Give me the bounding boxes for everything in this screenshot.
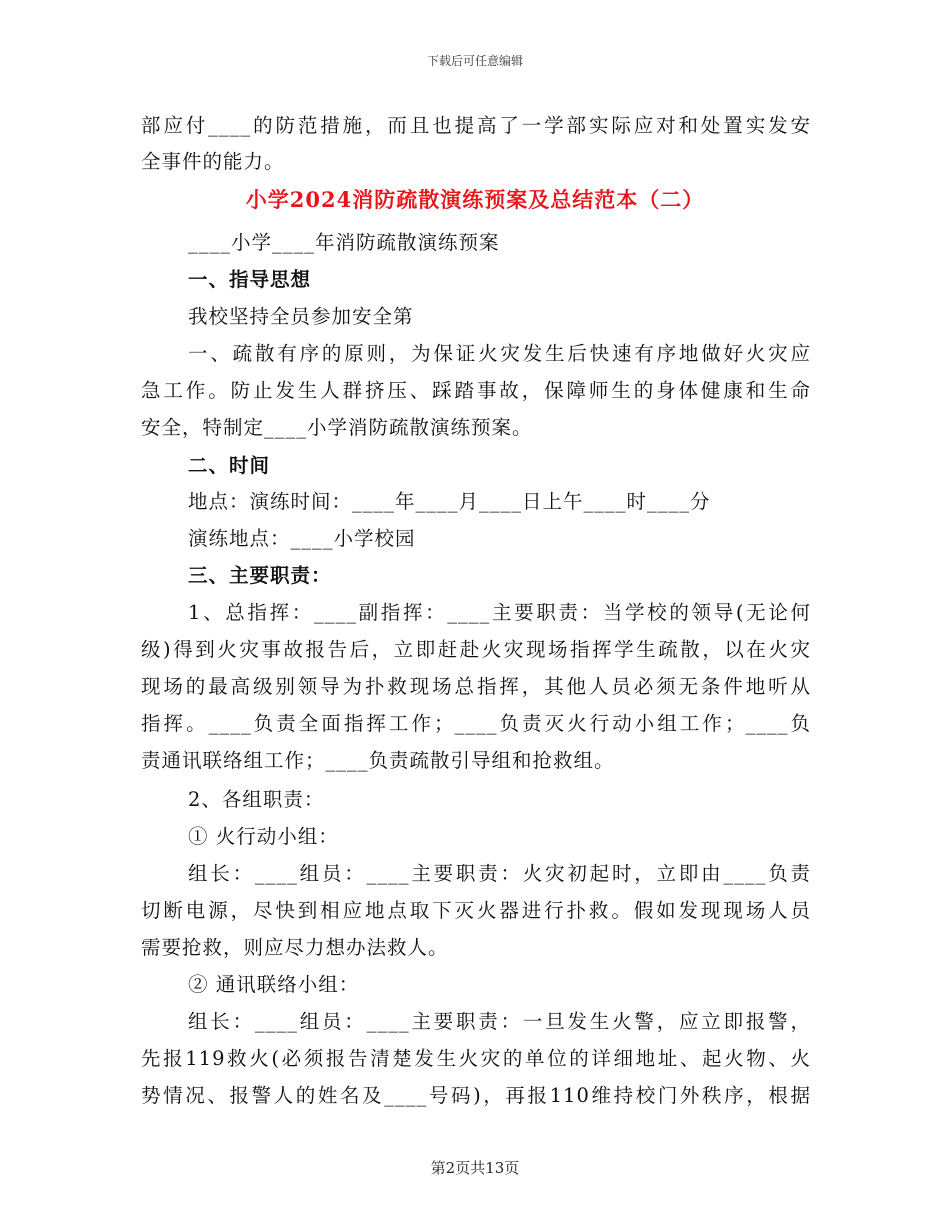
paragraph-line: 先报119救火(必须报告清楚发生火灾的单位的详细地址、起火物、火: [141, 1047, 811, 1070]
paragraph-line: ① 火行动小组：: [188, 825, 339, 848]
paragraph-line: 组长：____组员：____主要职责：火灾初起时，立即由____负责: [188, 862, 811, 885]
paragraph-line: 需要抢救，则应尽力想办法救人。: [141, 936, 449, 959]
paragraph-line: ② 通讯联络小组：: [188, 973, 360, 996]
paragraph-line: 急工作。防止发生人群挤压、踩踏事故，保障师生的身体健康和生命: [141, 379, 811, 402]
paragraph-line: 全事件的能力。: [141, 150, 285, 173]
paragraph-line: 组长：____组员：____主要职责：一旦发生火警，应立即报警，: [188, 1010, 811, 1033]
paragraph-line: 2、各组职责：: [188, 788, 325, 811]
page-header: 下载后可任意编辑: [426, 54, 523, 68]
paragraph-line: 指挥。____负责全面指挥工作；____负责灭火行动小组工作；____负: [141, 712, 811, 735]
paragraph-line: 势情况、报警人的姓名及____号码)，再报110维持校门外秩序，根据: [141, 1084, 811, 1107]
page-footer: 第2页共13页: [430, 1159, 520, 1177]
paragraph-line: 切断电源，尽快到相应地点取下灭火器进行扑救。假如发现现场人员: [141, 899, 811, 922]
paragraph-line: 演练地点：____小学校园: [188, 527, 416, 550]
document-title: 小学2024消防疏散演练预案及总结范本（二）: [245, 187, 705, 212]
section-heading: 二、时间: [188, 454, 271, 477]
paragraph-line: 部应付____的防范措施，而且也提高了一学部实际应对和处置实发安: [141, 114, 811, 137]
paragraph-line: ____小学____年消防疏散演练预案: [188, 231, 500, 254]
paragraph-line: 我校坚持全员参加安全第: [188, 305, 414, 328]
paragraph-line: 地点：演练时间：____年____月____日上午____时____分: [188, 490, 711, 513]
paragraph-line: 一、疏散有序的原则，为保证火灾发生后快速有序地做好火灾应: [188, 342, 811, 365]
paragraph-line: 安全，特制定____小学消防疏散演练预案。: [141, 416, 533, 439]
paragraph-line: 1、总指挥：____副指挥：____主要职责：当学校的领导(无论何: [188, 601, 811, 624]
section-heading: 三、主要职责：: [188, 564, 332, 587]
section-heading: 一、指导思想: [188, 268, 312, 291]
paragraph-line: 责通讯联络组工作；____负责疏散引导组和抢救组。: [141, 749, 615, 772]
paragraph-line: 级)得到火灾事故报告后，立即赶赴火灾现场指挥学生疏散，以在火灾: [141, 638, 811, 661]
paragraph-line: 现场的最高级别领导为扑救现场总指挥，其他人员必须无条件地听从: [141, 675, 811, 698]
